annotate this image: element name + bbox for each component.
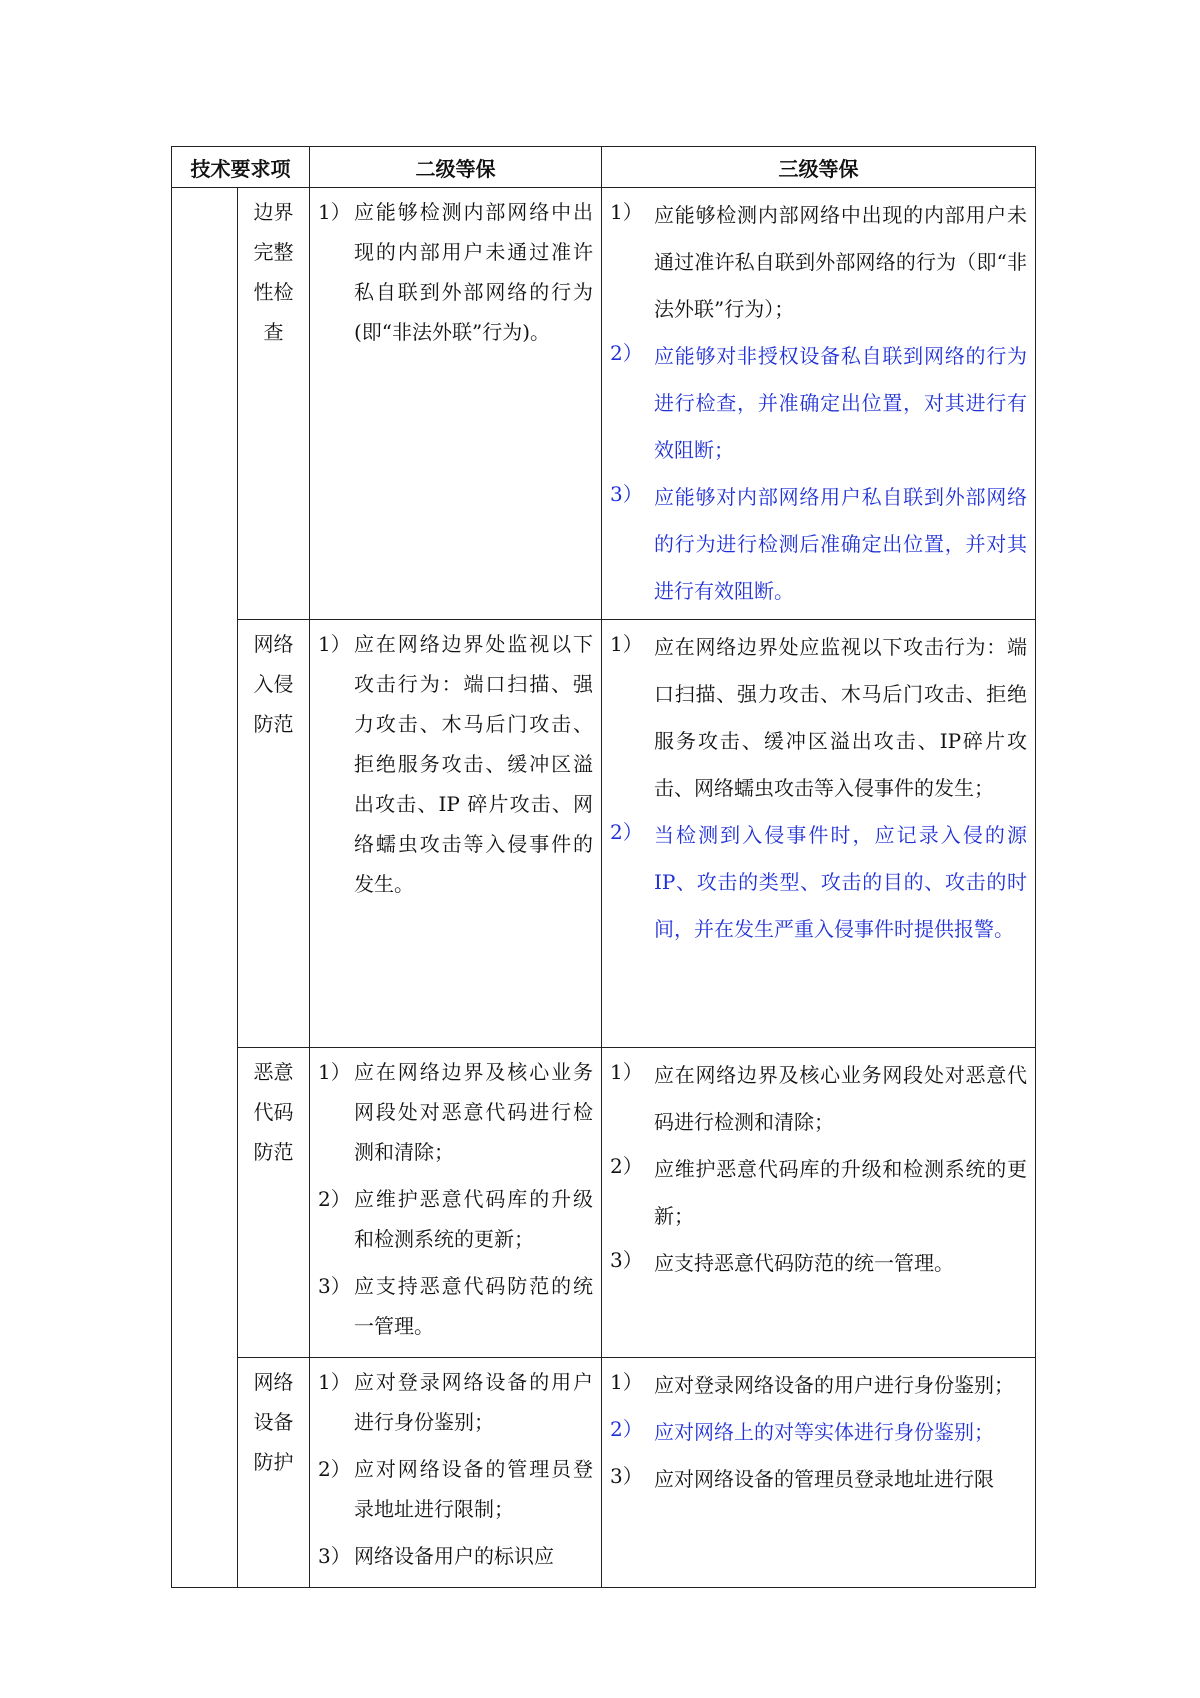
table-header-row [172, 147, 1036, 188]
item-text: 应能够对非授权设备私自联到网络的行为进行检查，并准确定出位置，对其进行有效阻断； [654, 344, 1027, 462]
requirement-item [610, 624, 1027, 812]
requirement-item [318, 1179, 593, 1259]
category-line: 完整 [253, 240, 294, 264]
category-cell [238, 188, 310, 620]
item-number: 3） [318, 1274, 351, 1298]
item-text: 应在网络边界及核心业务网段处对恶意代码进行检测和清除； [354, 1060, 593, 1164]
item-number: 2） [318, 1457, 351, 1481]
item-number: 1） [610, 1060, 643, 1084]
category-line: 防护 [253, 1450, 294, 1474]
item-number: 2） [318, 1187, 351, 1211]
table-row [172, 188, 1036, 620]
table-row [172, 620, 1036, 1048]
requirement-item [318, 1052, 593, 1172]
category-line: 设备 [253, 1410, 294, 1434]
requirement-item [610, 1362, 1027, 1409]
item-number: 1） [318, 1370, 351, 1394]
level3-cell [602, 1358, 1036, 1588]
table-body [172, 188, 1036, 1588]
item-text: 应对网络设备的管理员登录地址进行限 [654, 1467, 994, 1491]
requirement-item [318, 1362, 593, 1442]
level2-cell [310, 188, 602, 620]
category-line: 性检 [253, 280, 294, 304]
table-row [172, 1048, 1036, 1358]
requirement-item [610, 192, 1027, 333]
level2-cell [310, 1358, 602, 1588]
requirement-item [318, 1449, 593, 1529]
item-number: 1） [318, 1060, 351, 1084]
requirement-item [610, 1146, 1027, 1240]
category-line: 恶意 [253, 1060, 294, 1084]
category-line: 防范 [253, 1140, 294, 1164]
item-text: 应支持恶意代码防范的统一管理。 [354, 1274, 593, 1338]
item-text: 网络设备用户的标识应 [354, 1544, 554, 1568]
requirement-item [318, 192, 593, 352]
item-text: 应能够检测内部网络中出现的内部用户未通过准许私自联到外部网络的行为(即“非法外联”行为)。 [354, 200, 593, 344]
requirement-item [610, 333, 1027, 474]
item-text: 当检测到入侵事件时，应记录入侵的源IP、攻击的类型、攻击的目的、攻击的时间，并在发生严重入侵事件时提供报警。 [654, 823, 1027, 941]
level2-cell [310, 620, 602, 1048]
item-text: 应对网络上的对等实体进行身份鉴别； [654, 1420, 994, 1444]
item-number: 3） [610, 1248, 643, 1272]
item-number: 1） [610, 1370, 643, 1394]
category-cell [238, 1048, 310, 1358]
group-cell [172, 188, 238, 1588]
requirements-table [171, 146, 1036, 1588]
item-number: 2） [610, 341, 643, 365]
requirement-item [610, 1052, 1027, 1146]
item-number: 1） [318, 632, 351, 656]
item-text: 应对登录网络设备的用户进行身份鉴别； [654, 1373, 1014, 1397]
item-number: 3） [610, 1464, 643, 1488]
item-text: 应维护恶意代码库的升级和检测系统的更新； [354, 1187, 593, 1251]
level3-cell [602, 1048, 1036, 1358]
requirement-item [610, 812, 1027, 953]
category-cell [238, 1358, 310, 1588]
item-text: 应能够检测内部网络中出现的内部用户未通过准许私自联到外部网络的行为（即“非法外联”行为）； [654, 203, 1027, 321]
item-number: 1） [610, 632, 643, 656]
item-number: 3） [610, 482, 643, 506]
header-requirement-item: 技术要求项 [172, 147, 310, 188]
item-text: 应在网络边界处监视以下攻击行为：端口扫描、强力攻击、木马后门攻击、拒绝服务攻击、缓冲区溢出攻击、IP 碎片攻击、网络蠕虫攻击等入侵事件的发生。 [354, 632, 593, 896]
item-number: 2） [610, 820, 643, 844]
category-line: 查 [263, 320, 284, 344]
item-text: 应能够对内部网络用户私自联到外部网络的行为进行检测后准确定出位置，并对其进行有效阻断。 [654, 485, 1027, 603]
category-line: 入侵 [253, 672, 294, 696]
requirement-item [318, 624, 593, 904]
item-text: 应在网络边界及核心业务网段处对恶意代码进行检测和清除； [654, 1063, 1027, 1134]
level3-cell [602, 188, 1036, 620]
table-row [172, 1358, 1036, 1588]
item-number: 1） [318, 200, 351, 224]
category-line: 代码 [253, 1100, 294, 1124]
item-text: 应对网络设备的管理员登录地址进行限制； [354, 1457, 593, 1521]
requirement-item [318, 1536, 593, 1576]
requirement-item [610, 1456, 1027, 1503]
category-cell [238, 620, 310, 1048]
header-level-3: 三级等保 [602, 147, 1036, 188]
item-number: 2） [610, 1154, 643, 1178]
category-line: 防范 [253, 712, 294, 736]
level2-cell [310, 1048, 602, 1358]
level3-cell [602, 620, 1036, 1048]
category-line: 边界 [253, 200, 294, 224]
category-line: 网络 [253, 1370, 294, 1394]
item-number: 1） [610, 200, 643, 224]
item-text: 应维护恶意代码库的升级和检测系统的更新； [654, 1157, 1027, 1228]
item-number: 3） [318, 1544, 351, 1568]
item-text: 应在网络边界处应监视以下攻击行为：端口扫描、强力攻击、木马后门攻击、拒绝服务攻击、缓冲区溢出攻击、IP碎片攻击、网络蠕虫攻击等入侵事件的发生； [654, 635, 1027, 800]
category-line: 网络 [253, 632, 294, 656]
requirement-item [610, 474, 1027, 615]
item-text: 应对登录网络设备的用户进行身份鉴别； [354, 1370, 593, 1434]
header-level-2: 二级等保 [310, 147, 602, 188]
requirement-item [318, 1266, 593, 1346]
item-text: 应支持恶意代码防范的统一管理。 [654, 1251, 954, 1275]
requirement-item [610, 1409, 1027, 1456]
requirement-item [610, 1240, 1027, 1287]
item-number: 2） [610, 1417, 643, 1441]
